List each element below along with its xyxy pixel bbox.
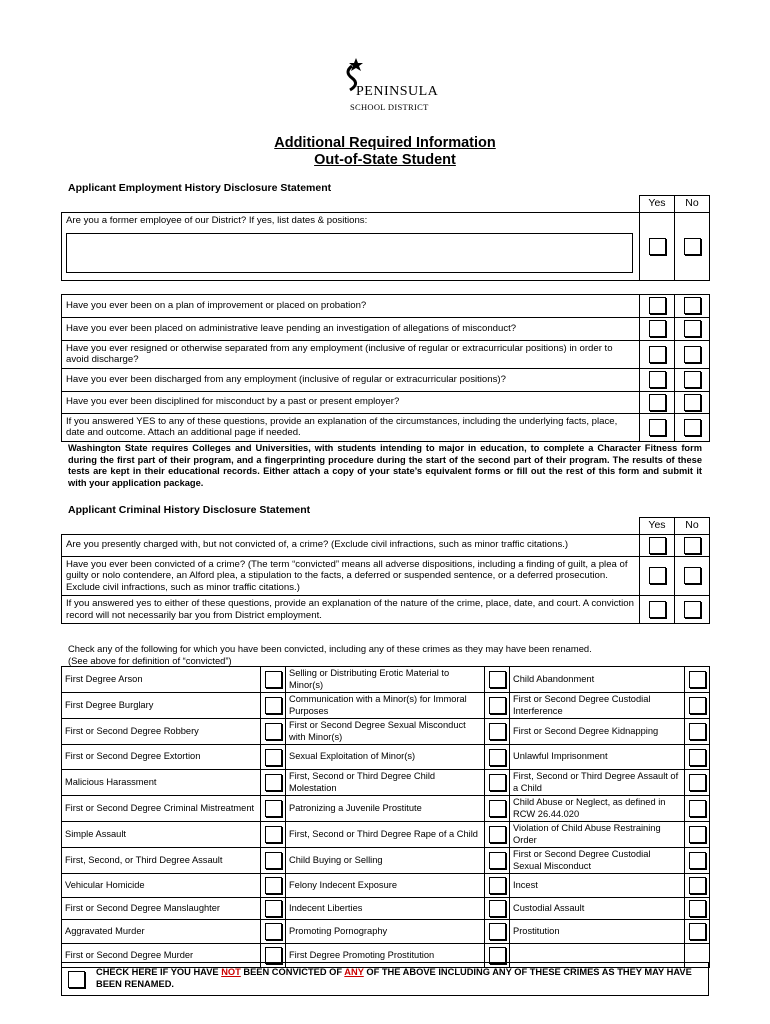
crime-checkbox[interactable] — [689, 826, 706, 843]
explanation-yes-checkbox[interactable] — [649, 419, 666, 436]
crime-checkbox-cell — [685, 796, 710, 822]
crime-checkbox-cell — [261, 848, 286, 874]
crime-row — [62, 822, 710, 848]
crime-checkbox-cell — [485, 770, 510, 796]
former-employee-details-field[interactable] — [66, 233, 633, 273]
crime-label: Felony Indecent Exposure — [286, 874, 485, 898]
crime-checkbox[interactable] — [689, 749, 706, 766]
crime-label: First or Second Degree Kidnapping — [510, 719, 685, 745]
conviction-explanation-instructions: If you answered yes to either of these questions, provide an explanation of the nature of the crime, place, date, and court. A conviction record will not necessarily bar you from District employment. — [62, 596, 640, 624]
crime-label: Child Abuse or Neglect, as defined in RCW 26.44.020 — [510, 796, 685, 822]
not-convicted-row — [61, 962, 709, 996]
probation-yes-checkbox[interactable] — [649, 297, 666, 314]
crime-label: First or Second Degree Sexual Misconduct with Minor(s) — [286, 719, 485, 745]
crime-label: First, Second or Third Degree Rape of a Child — [286, 822, 485, 848]
employment-heading: Applicant Employment History Disclosure Statement — [68, 182, 332, 194]
crime-checkbox[interactable] — [689, 852, 706, 869]
crime-checkbox[interactable] — [265, 826, 282, 843]
crime-checkbox-cell — [685, 745, 710, 770]
crime-label: Communication with a Minor(s) for Immoral Purposes — [286, 693, 485, 719]
crime-checkbox-cell — [685, 920, 710, 944]
discharged-no-checkbox[interactable] — [684, 371, 701, 388]
crime-checkbox[interactable] — [265, 877, 282, 894]
question-administrative-leave: Have you ever been placed on administrative leave pending an investigation of allegations of misconduct? — [62, 317, 640, 340]
crimes-table — [61, 666, 710, 968]
crime-checkbox[interactable] — [689, 800, 706, 817]
crime-label: First, Second, or Third Degree Assault — [62, 848, 261, 874]
crime-label: First or Second Degree Custodial Interference — [510, 693, 685, 719]
crime-checkbox-cell — [261, 920, 286, 944]
employment-table — [61, 195, 710, 442]
crime-checkbox[interactable] — [265, 749, 282, 766]
crime-checkbox[interactable] — [689, 723, 706, 740]
crime-checkbox-cell — [261, 898, 286, 920]
crime-checkbox-cell — [685, 822, 710, 848]
crime-checkbox-cell — [261, 796, 286, 822]
crime-label: Patronizing a Juvenile Prostitute — [286, 796, 485, 822]
discharged-yes-checkbox[interactable] — [649, 371, 666, 388]
convicted-definition-note: (See above for definition of “convicted”) — [68, 654, 232, 666]
crime-checkbox-cell — [485, 667, 510, 693]
crime-checkbox-cell — [685, 874, 710, 898]
crime-checkbox[interactable] — [689, 923, 706, 940]
crime-checkbox-cell — [485, 693, 510, 719]
crime-row — [62, 693, 710, 719]
statement-any-emphasis: ANY — [344, 967, 364, 977]
crime-checkbox[interactable] — [489, 826, 506, 843]
crime-checkbox-cell — [261, 719, 286, 745]
crime-label: Indecent Liberties — [286, 898, 485, 920]
crime-row — [62, 848, 710, 874]
charged-yes-checkbox[interactable] — [649, 537, 666, 554]
page-subtitle: Out-of-State Student — [314, 152, 456, 168]
crime-checkbox[interactable] — [489, 900, 506, 917]
crime-checkbox[interactable] — [265, 923, 282, 940]
admin-leave-no-checkbox[interactable] — [684, 320, 701, 337]
crime-label: First or Second Degree Extortion — [62, 745, 261, 770]
yes-header: Yes — [640, 196, 675, 213]
convicted-yes-checkbox[interactable] — [649, 567, 666, 584]
charged-no-checkbox[interactable] — [684, 537, 701, 554]
crime-checkbox-cell — [485, 822, 510, 848]
crime-checkbox-cell — [685, 693, 710, 719]
crime-label: First or Second Degree Robbery — [62, 719, 261, 745]
crime-checkbox-cell — [485, 874, 510, 898]
crime-checkbox[interactable] — [689, 774, 706, 791]
crime-row — [62, 770, 710, 796]
conviction-explanation-yes-checkbox[interactable] — [649, 601, 666, 618]
crime-checkbox-cell — [485, 745, 510, 770]
crime-checkbox[interactable] — [689, 877, 706, 894]
crime-checkbox[interactable] — [265, 697, 282, 714]
criminal-heading: Applicant Criminal History Disclosure Statement — [68, 504, 311, 516]
crime-checkbox-cell — [261, 874, 286, 898]
resigned-yes-checkbox[interactable] — [649, 346, 666, 363]
crime-row — [62, 745, 710, 770]
crime-label: Simple Assault — [62, 822, 261, 848]
crime-row — [62, 920, 710, 944]
crime-checkbox[interactable] — [689, 671, 706, 688]
crime-label: First Degree Burglary — [62, 693, 261, 719]
crime-label: First Degree Promoting Prostitution — [286, 944, 485, 968]
crime-checkbox-cell — [485, 719, 510, 745]
crime-checkbox[interactable] — [489, 852, 506, 869]
crime-checkbox-cell — [685, 770, 710, 796]
logo-name: PENINSULA — [356, 84, 439, 99]
crime-checkbox-cell — [485, 898, 510, 920]
question-convicted: Have you ever been convicted of a crime? (The term “convicted” means all adverse dispositions, including a finding of guilt, a plea of guilty or nolo contendere, an Alford plea, a stipulation to the facts, a deferred or suspended sentence, or a deferred prosecution. Exclude civil infractions, such as minor traffic citations.) — [62, 556, 640, 596]
crime-row — [62, 667, 710, 693]
crime-checkbox-cell — [261, 667, 286, 693]
statement-not-emphasis: NOT — [221, 967, 241, 977]
crime-checkbox[interactable] — [265, 852, 282, 869]
crime-label: Aggravated Murder — [62, 920, 261, 944]
crime-checkbox[interactable] — [265, 671, 282, 688]
former-employee-yes-checkbox[interactable] — [649, 238, 666, 255]
crime-row — [62, 796, 710, 822]
crime-checkbox-cell — [485, 848, 510, 874]
crime-checkbox[interactable] — [265, 723, 282, 740]
crime-label: Unlawful Imprisonment — [510, 745, 685, 770]
crime-checkbox-cell — [261, 770, 286, 796]
check-crimes-intro: Check any of the following for which you have been convicted, including any of these crimes as they may have been renamed. — [68, 643, 592, 654]
crime-label: Child Abandonment — [510, 667, 685, 693]
crime-label: First, Second or Third Degree Child Molestation — [286, 770, 485, 796]
crime-checkbox-cell — [485, 796, 510, 822]
crime-label: Malicious Harassment — [62, 770, 261, 796]
crime-checkbox-cell — [485, 920, 510, 944]
statement-part-2: BEEN CONVICTED OF — [240, 967, 345, 977]
statement-part-3: OF THE ABOVE INCLUDING ANY OF THESE CRIMES AS THEY MAY HAVE BEEN RENAMED. — [96, 967, 692, 989]
crime-label: First or Second Degree Murder — [62, 944, 261, 968]
crime-label: First Degree Arson — [62, 667, 261, 693]
district-logo — [338, 52, 478, 122]
criminal-yes-header: Yes — [640, 518, 675, 535]
crime-checkbox-cell — [685, 898, 710, 920]
conviction-explanation-no-checkbox[interactable] — [684, 601, 701, 618]
crime-checkbox[interactable] — [489, 774, 506, 791]
crime-checkbox[interactable] — [489, 800, 506, 817]
crime-checkbox-cell — [685, 848, 710, 874]
crime-checkbox[interactable] — [265, 800, 282, 817]
crime-label: Violation of Child Abuse Restraining Order — [510, 822, 685, 848]
crime-label: First or Second Degree Custodial Sexual Misconduct — [510, 848, 685, 874]
crime-label: First, Second or Third Degree Assault of a Child — [510, 770, 685, 796]
crime-checkbox-cell — [685, 719, 710, 745]
disciplined-no-checkbox[interactable] — [684, 394, 701, 411]
criminal-no-header: No — [675, 518, 710, 535]
crime-checkbox[interactable] — [265, 774, 282, 791]
crime-checkbox[interactable] — [489, 723, 506, 740]
question-former-employee: Are you a former employee of our District? If yes, list dates & positions: — [66, 214, 368, 226]
question-probation: Have you ever been on a plan of improvement or placed on probation? — [62, 294, 640, 317]
crime-row — [62, 719, 710, 745]
crime-label: Incest — [510, 874, 685, 898]
criminal-table — [61, 517, 710, 624]
former-employee-no-checkbox[interactable] — [684, 238, 701, 255]
crime-checkbox[interactable] — [489, 749, 506, 766]
crime-label: Custodial Assault — [510, 898, 685, 920]
disciplined-yes-checkbox[interactable] — [649, 394, 666, 411]
crime-checkbox-cell — [261, 745, 286, 770]
question-discharged: Have you ever been discharged from any employment (inclusive of regular or extracurricular positions)? — [62, 368, 640, 391]
admin-leave-yes-checkbox[interactable] — [649, 320, 666, 337]
not-convicted-checkbox[interactable] — [68, 971, 85, 988]
crime-checkbox-cell — [685, 667, 710, 693]
question-presently-charged: Are you presently charged with, but not convicted of, a crime? (Exclude civil infractions, such as minor traffic citations.) — [62, 534, 640, 556]
crime-checkbox[interactable] — [489, 877, 506, 894]
crime-checkbox[interactable] — [689, 697, 706, 714]
statement-part-1: CHECK HERE IF YOU HAVE — [96, 967, 222, 977]
crime-checkbox[interactable] — [489, 697, 506, 714]
not-convicted-statement — [96, 967, 700, 990]
explanation-instructions: If you answered YES to any of these questions, provide an explanation of the circumstances, including the underlying facts, place, date and outcome. Attach an additional page if needed. — [62, 413, 640, 441]
crime-checkbox[interactable] — [265, 900, 282, 917]
washington-requirements-paragraph: Washington State requires Colleges and Universities, with students intending to major in education, to complete a Character Fitness form during the first part of their program, and a fingerprinting procedure during the start of the second part of their program. The results of these tests are kept in their educational records. Either attach a copy of your state’s equivalent forms or fill out the rest of this form and submit it with your application package. — [68, 443, 702, 488]
crime-label: First or Second Degree Criminal Mistreatment — [62, 796, 261, 822]
resigned-no-checkbox[interactable] — [684, 346, 701, 363]
convicted-no-checkbox[interactable] — [684, 567, 701, 584]
crime-checkbox-cell — [261, 693, 286, 719]
crime-checkbox[interactable] — [489, 923, 506, 940]
crime-label: Vehicular Homicide — [62, 874, 261, 898]
crime-row — [62, 898, 710, 920]
question-resigned: Have you ever resigned or otherwise separated from any employment (inclusive of regular or extracurricular positions) in order to avoid discharge? — [62, 340, 640, 368]
page-title: Additional Required Information — [274, 135, 496, 151]
probation-no-checkbox[interactable] — [684, 297, 701, 314]
crime-checkbox[interactable] — [689, 900, 706, 917]
crime-label: First or Second Degree Manslaughter — [62, 898, 261, 920]
crime-label: Prostitution — [510, 920, 685, 944]
crime-row — [62, 874, 710, 898]
logo-subtitle: SCHOOL DISTRICT — [350, 102, 429, 112]
crime-label: Selling or Distributing Erotic Material to Minor(s) — [286, 667, 485, 693]
explanation-no-checkbox[interactable] — [684, 419, 701, 436]
crime-label: Sexual Exploitation of Minor(s) — [286, 745, 485, 770]
question-disciplined: Have you ever been disciplined for misconduct by a past or present employer? — [62, 391, 640, 413]
no-header: No — [675, 196, 710, 213]
crime-label: Child Buying or Selling — [286, 848, 485, 874]
crime-checkbox-cell — [261, 822, 286, 848]
crime-label: Promoting Pornography — [286, 920, 485, 944]
crime-checkbox[interactable] — [489, 671, 506, 688]
